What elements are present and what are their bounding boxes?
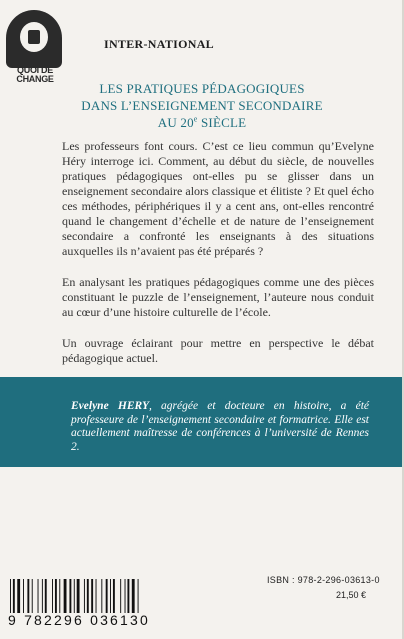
- collection-name: INTER-NATIONAL: [104, 37, 214, 51]
- title-line-3: [0, 114, 404, 131]
- blurb-paragraph-3: Un ouvrage éclairant pour mettre en perspective le débat pédagogique actuel.: [62, 336, 374, 365]
- barcode-bars: [8, 579, 198, 613]
- author-name: Evelyne HERY: [71, 400, 149, 412]
- blurb-paragraph-2: En analysant les pratiques pédagogiques comme une des pièces constituant le puzzle de l’enseignement, l’auteure nous conduit au cœur d’une histoire culturelle de l’école.: [62, 275, 374, 319]
- question-mark-logo-icon: [6, 10, 62, 68]
- publisher-logo: [6, 10, 62, 84]
- barcode: [8, 579, 206, 627]
- title-line-3-sup: e: [193, 114, 198, 124]
- title-line-1: LES PRATIQUES PÉDAGOGIQUES: [99, 81, 305, 96]
- title-line-3-suffix: SIÈCLE: [197, 115, 247, 130]
- barcode-digits: 9 782296 036130: [8, 612, 150, 628]
- blurb: [62, 139, 374, 382]
- title-line-2: DANS L’ENSEIGNEMENT SECONDAIRE: [81, 98, 323, 113]
- book-title: [0, 80, 404, 131]
- title-line-3-prefix: AU 20: [157, 115, 194, 130]
- price: 21,50 €: [336, 590, 367, 600]
- author-bio: [71, 400, 369, 454]
- isbn: ISBN : 978-2-296-03613-0: [267, 575, 380, 585]
- logo-text: QUOI DE CHANGE: [16, 65, 54, 84]
- author-bio-text: , agrégée et docteure en histoire, a été professeure de l’enseignement secondaire et formatrice. Elle est actuellement maîtresse de conférences à l’université de Rennes 2.: [71, 400, 369, 453]
- blurb-paragraph-1: Les professeurs font cours. C’est ce lieu commun qu’Evelyne Héry interroge ici. Comment, au début du siècle, de nouvelles pratiques pédagogiques ont-elles pu se glisser dans un enseignement secondaire alors classique et élitiste ? Et quel écho ces méthodes, périphériques il y a cent ans, ont-elles rencontré quand le changement d’échelle et de nature de l’enseignement secondaire a confronté les enseignants à des situations auxquelles ils n’avaient pas été préparés ?: [62, 139, 374, 258]
